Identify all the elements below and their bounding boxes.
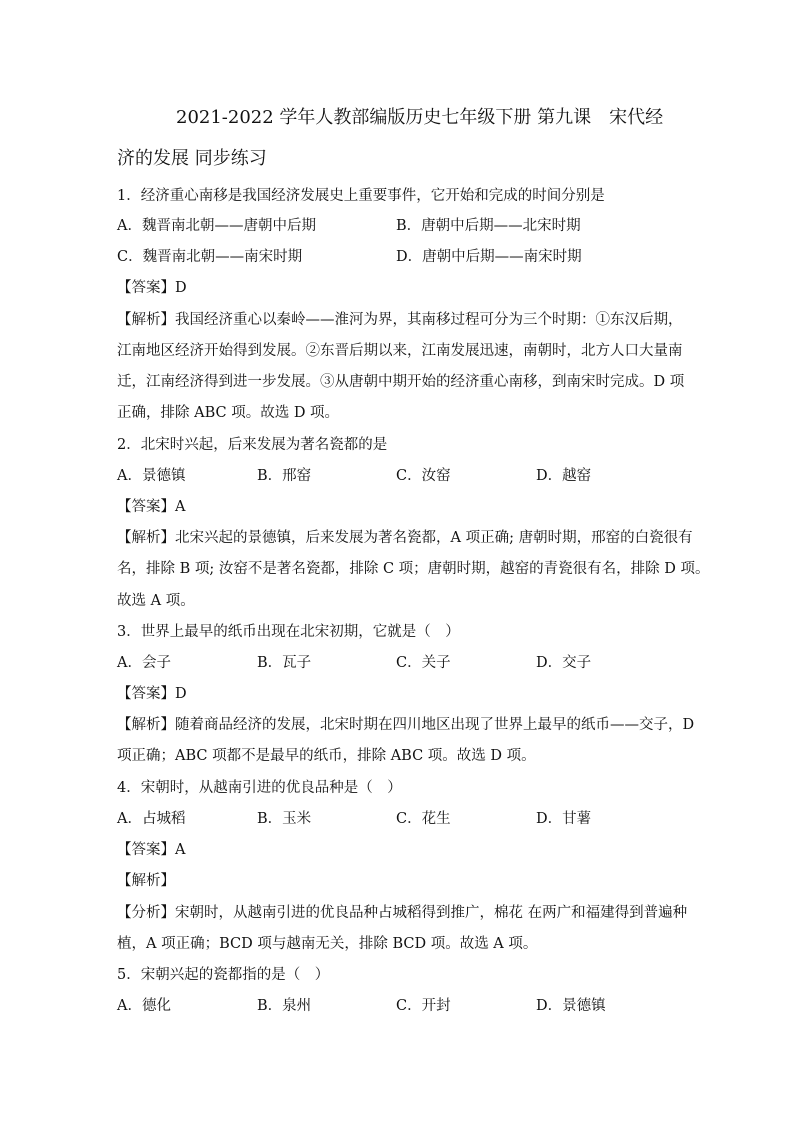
question-2-answer: 【答案】A bbox=[117, 499, 186, 515]
question-3-option-b: B．瓦子 bbox=[257, 655, 312, 671]
question-1-option-a: A．魏晋南北朝——唐朝中后期 bbox=[117, 218, 316, 234]
question-2-analysis-line: 名，排除 B 项; 汝窑不是著名瓷都，排除 C 项；唐朝时期，越窑的青瓷很有名，排除 D 项。 bbox=[117, 561, 710, 577]
question-3-option-c: C．关子 bbox=[396, 655, 451, 671]
question-4-analysis-line: 植，A 项正确；BCD 项与越南无关，排除 BCD 项。故选 A 项。 bbox=[117, 936, 538, 952]
question-1-option-d: D．唐朝中后期——南宋时期 bbox=[396, 249, 582, 265]
question-3-analysis-line: 【解析】随着商品经济的发展，北宋时期在四川地区出现了世界上最早的纸币——交子，D bbox=[117, 717, 695, 733]
question-3-analysis-line: 项正确；ABC 项都不是最早的纸币，排除 ABC 项。故选 D 项。 bbox=[117, 748, 536, 764]
question-2-option-a: A．景德镇 bbox=[117, 468, 186, 484]
question-1-option-c: C．魏晋南北朝——南宋时期 bbox=[117, 249, 303, 265]
question-2-option-d: D．越窑 bbox=[536, 468, 592, 484]
question-5-option-b: B．泉州 bbox=[257, 998, 312, 1014]
question-4-analysis-heading: 【解析】 bbox=[117, 873, 175, 889]
question-1-analysis-line: 迁，江南经济得到进一步发展。③从唐朝中期开始的经济重心南移，到南宋时完成。D 项 bbox=[117, 374, 685, 390]
question-2-option-c: C．汝窑 bbox=[396, 468, 451, 484]
question-1-analysis-line: 【解析】我国经济重心以秦岭——淮河为界，其南移过程可分为三个时期：①东汉后期， bbox=[117, 312, 683, 328]
question-5-option-a: A．德化 bbox=[117, 998, 171, 1014]
question-1-option-b: B．唐朝中后期——北宋时期 bbox=[396, 218, 581, 234]
question-3-option-d: D．交子 bbox=[536, 655, 592, 671]
question-1-stem: 1．经济重心南移是我国经济发展史上重要事件，它开始和完成的时间分别是 bbox=[117, 188, 605, 204]
document-title-line-2: 济的发展 同步练习 bbox=[117, 148, 267, 169]
question-2-option-b: B．邢窑 bbox=[257, 468, 312, 484]
question-4-option-a: A．占城稻 bbox=[117, 811, 186, 827]
question-1-analysis-line: 正确，排除 ABC 项。故选 D 项。 bbox=[117, 405, 340, 421]
document-title-line-1: 2021-2022 学年人教部编版历史七年级下册 第九课 宋代经 bbox=[176, 107, 664, 128]
question-5-stem: 5．宋朝兴起的瓷都指的是（ ） bbox=[117, 967, 330, 983]
question-1-answer: 【答案】D bbox=[117, 280, 187, 296]
question-5-option-d: D．景德镇 bbox=[536, 998, 606, 1014]
question-1-analysis-line: 江南地区经济开始得到发展。②东晋后期以来，江南发展迅速，南朝时，北方人口大量南 bbox=[117, 343, 683, 359]
question-4-answer: 【答案】A bbox=[117, 842, 186, 858]
question-3-answer: 【答案】D bbox=[117, 686, 187, 702]
question-2-stem: 2．北宋时兴起，后来发展为著名瓷都的是 bbox=[117, 437, 388, 453]
question-4-option-d: D．甘薯 bbox=[536, 811, 592, 827]
question-4-option-b: B．玉米 bbox=[257, 811, 312, 827]
question-4-stem: 4．宋朝时，从越南引进的优良品种是（ ） bbox=[117, 780, 402, 796]
question-2-analysis-line: 故选 A 项。 bbox=[117, 593, 195, 609]
question-3-option-a: A．会子 bbox=[117, 655, 171, 671]
question-5-option-c: C．开封 bbox=[396, 998, 451, 1014]
question-3-stem: 3．世界上最早的纸币出现在北宋初期，它就是（ ） bbox=[117, 624, 460, 640]
question-2-analysis-line: 【解析】北宋兴起的景德镇，后来发展为著名瓷都，A 项正确; 唐朝时期，邢窑的白瓷很有 bbox=[117, 530, 693, 546]
question-4-analysis-line: 【分析】宋朝时，从越南引进的优良品种占城稻得到推广，棉花 在两广和福建得到普遍种 bbox=[117, 905, 688, 921]
question-4-option-c: C．花生 bbox=[396, 811, 451, 827]
